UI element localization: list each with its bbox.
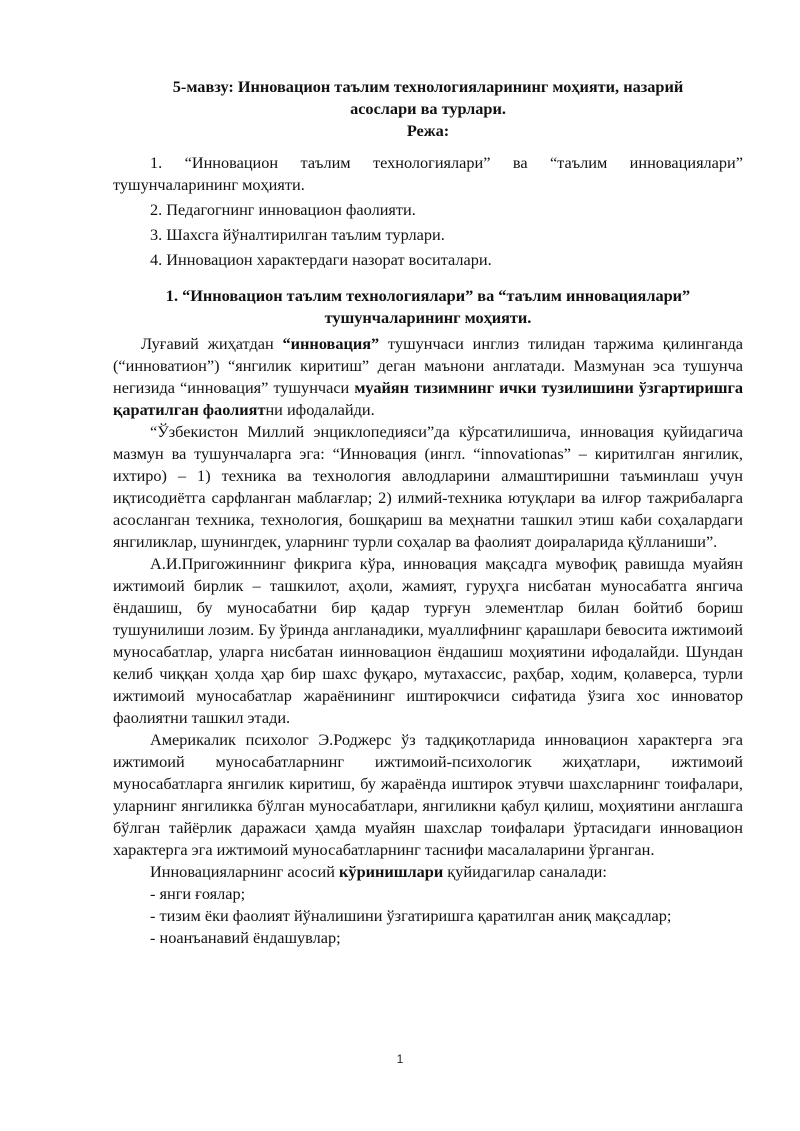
body-text — [113, 333, 743, 949]
plan-item-2: 2. Педагогнинг инновацион фаолияти. — [150, 200, 416, 219]
paragraph-2: “Ўзбекистон Миллий энциклопедияси”да кўрсатилишича, инновация қуйидагича мазмун ва тушунчаларга эга: “Инновация (ингл. “innovationas” – киритилган янгилик, ихтиро) – 1) техника ва технология авлодларини алмаштиришни таъминлаш учун иқтисодиётга сарфланган маблағлар; 2) илмий-техника ютуқлари ва илғор тажрибаларга асосланган техника, технология, бошқариш ва меҳнатни ташкил этиш каби соҳалардаги янгиликлар, шунингдек, уларнинг турли соҳалар ва фаолият доираларида қўлланиши”. — [113, 422, 743, 551]
paragraph-1-text-a: Луғавий жиҳатдан — [141, 334, 283, 353]
paragraph-1-text-e: ни ифодалайди. — [265, 400, 375, 419]
paragraph-5-text-a: Инновацияларнинг асосий — [150, 862, 340, 881]
page-number: 1 — [396, 1052, 404, 1066]
plan-heading: Режа: — [406, 121, 450, 140]
term-innovation: “инновация” — [282, 334, 380, 353]
list-item: - янги ғоялар; — [150, 884, 246, 903]
topic-title-line-2: асослари ва турлари. — [350, 99, 506, 118]
plan-item-1: 1. “Инновацион таълим технологиялари” ва “таълим инновациялари” тушунчаларининг моҳияти. — [113, 153, 743, 194]
topic-title — [113, 76, 743, 142]
paragraph-5 — [113, 861, 743, 883]
section-heading-line-1: 1. “Инновацион таълим технологиялари” ва “таълим инновациялари” — [165, 286, 691, 305]
section-heading-line-2: тушунчаларининг моҳияти. — [324, 308, 532, 327]
paragraph-4: Америкалик психолог Э.Роджерс ўз тадқиқотларида инновацион характерга эга ижтимоий муносабатларнинг ижтимоий-психологик жиҳатлари, ижтимоий муносабатларга янгилик киритиш, бу жараёнда иштирок этувчи шахсларнинг тоифалари, уларнинг янгиликка бўлган муносабатлари, янгиликни қабул қилиш, моҳиятини англашга бўлган тайёрлик даражаси ҳамда муайян шахслар тоифалари ўртасидаги инновацион характерга эга ижтимоий муносабатларнинг таснифи масалаларини ўрганган. — [113, 730, 743, 859]
list-item: - ноанъанавий ёндашувлар; — [150, 928, 341, 947]
plan-item-3: 3. Шахсга йўналтирилган таълим турлари. — [150, 225, 445, 244]
paragraph-1 — [113, 333, 743, 421]
section-heading — [113, 285, 743, 329]
paragraph-5-text-c: қуйидагилар саналади: — [443, 862, 607, 881]
topic-title-line-1: 5-мавзу: Инновацион таълим технологияларининг моҳияти, назарий — [172, 77, 684, 96]
definition-emphasis: муайян тизимнинг ички тузилишини ўзгартиришга қаратилган фаолият — [113, 378, 743, 419]
term-forms: кўринишлари — [339, 862, 444, 881]
plan-list — [113, 152, 743, 271]
list-item: - тизим ёки фаолият йўналишини ўзгатиришга қаратилган аниқ мақсадлар; — [150, 906, 672, 925]
paragraph-1-text-c: тушунчаси инглиз тилидан таржима қилинганда (“инноватион”) “янгилик киритиш” деган маънони англатади. Мазмунан эса тушунча негизида “инновация” тушунчаси — [113, 334, 744, 397]
plan-item-4: 4. Инновацион характердаги назорат воситалари. — [150, 250, 492, 269]
paragraph-3: А.И.Пригожиннинг фикрига кўра, инновация мақсадга мувофиқ равишда муайян ижтимоий бирлик – ташкилот, аҳоли, жамият, гуруҳга нисбатан муносабатга янгича ёндашиш, бу муносабатни бир қадар турғун элементлар билан бойтиб бориш тушунилиши лозим. Бу ўринда англанадики, муаллифнинг қарашлари бевосита ижтимоий муносабатлар, уларга нисбатан иинновацион ёндашиш моҳиятини ифодалайди. Шундан келиб чиққан ҳолда ҳар бир шахс фуқаро, мутахассис, раҳбар, ходим, қолаверса, турли ижтимоий муносабатлар жараёнининг иштирокчиси сифатида ўзига хос инноватор фаолиятни ташкил этади. — [113, 554, 743, 727]
